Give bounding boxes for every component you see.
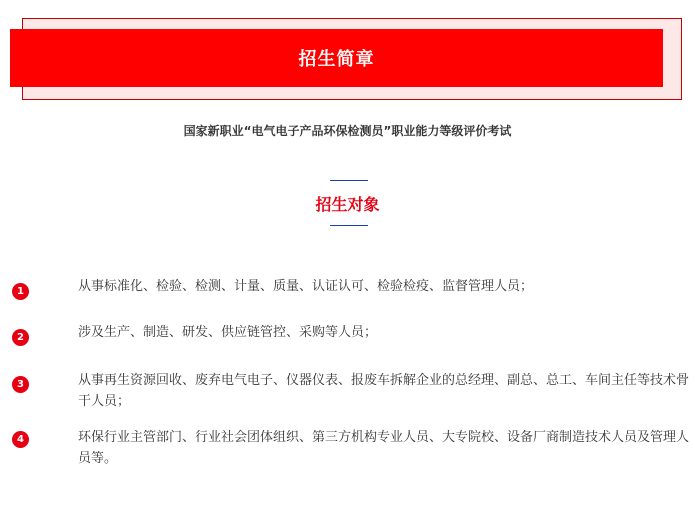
section-title: 招生对象 <box>315 195 380 214</box>
number-badge: 4 <box>12 431 29 448</box>
banner-title: 招生简章 <box>298 49 375 70</box>
number-badge: 3 <box>12 376 29 393</box>
number-badge: 2 <box>12 329 29 346</box>
number-badge: 1 <box>12 283 29 300</box>
section-rule-bottom <box>330 225 368 226</box>
list-item-text: 从事标准化、检验、检测、计量、质量、认证认可、检验检疫、监督管理人员； <box>78 279 534 294</box>
banner <box>10 29 663 87</box>
list-item-text: 涉及生产、制造、研发、供应链管控、采购等人员； <box>78 325 378 340</box>
list-item-text: 从事再生资源回收、废弃电气电子、仪器仪表、报废车拆解企业的总经理、副总、总工、车间主任等技术骨干人员； <box>78 373 690 409</box>
list-item-text: 环保行业主管部门、行业社会团体组织、第三方机构专业人员、大专院校、设备厂商制造技术人员及管理人员等。 <box>78 430 690 466</box>
exam-subtitle: 国家新职业“电气电子产品环保检测员”职业能力等级评价考试 <box>183 124 512 138</box>
section-rule-top <box>330 180 368 181</box>
